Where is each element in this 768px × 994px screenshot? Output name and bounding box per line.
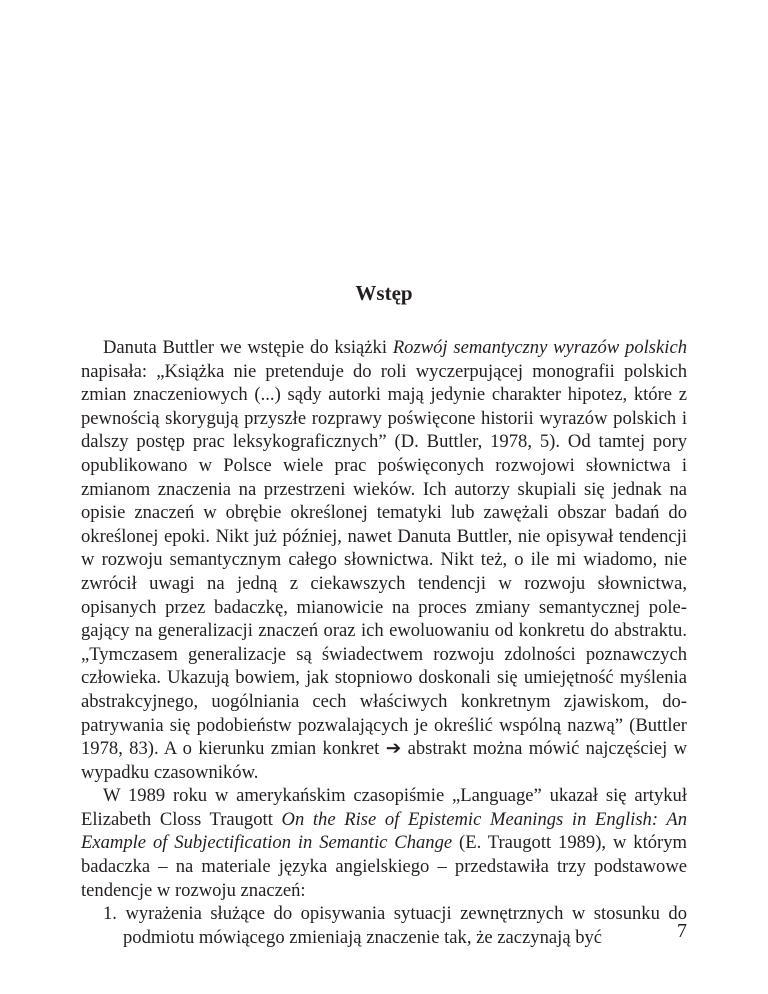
list-item: 1. wyrażenia służące do opisywania sytuacji zewnętrznych w stosunku do podmiotu mówiącego zmieniają znaczenie tak, że zaczynają być: [103, 903, 687, 948]
paragraph-2: [81, 784, 687, 902]
paragraph-2-text-1: W 1989 roku w amerykańskim czasopiśmie „Language” ukazał się artykuł Elizabeth Closs Traugott: [81, 785, 687, 830]
page-number: 7: [677, 920, 687, 942]
body-text: [81, 336, 687, 949]
right-arrow-icon: ➔: [385, 738, 402, 760]
paragraph-2-text-2: (E. Traugott 1989), w którym badaczka – na materiale języka angielskiego – przedstawiła trzy podstawowe tendencje w rozwoju znaczeń:: [81, 832, 687, 901]
paragraph-1: [81, 336, 687, 784]
paragraph-1-text-3: abstrakt można mówić najczęściej w wypadku czasowników.: [81, 738, 688, 783]
book-title-ref: Rozwój semantyczny wyrazów polskich: [392, 337, 687, 358]
paragraph-1-text-1: Danuta Buttler we wstępie do książki: [103, 337, 393, 358]
chapter-title: Wstęp: [355, 281, 413, 305]
article-title-ref: On the Rise of Epistemic Meanings in English: An Example of Subjectification in Semantic Change: [81, 808, 688, 854]
paragraph-1-text-2: napisała: „Książka nie pretenduje do roli wyczerpującej monografii polskich zmian znaczeniowych (...) sądy autorki mają jedynie charakter hipotez, które z pewnością skorygują przyszłe rozprawy poświęcone historii wyrazów polskich i dalszy postęp prac leksykograficznych” (D. Buttler, 1978, 5). Od tamtej pory opublikowano w Polsce wiele prac poświęconych rozwojowi słownictwa i zmianom znaczenia na przestrzeni wieków. Ich autorzy skupiali się jednak na opisie znaczeń w obrębie określonej tematyki lub zawężali obszar badań do określonej epoki. Nikt już później, nawet Danuta Buttler, nie opisywał tendencji w rozwoju semantycznym całego słownictwa. Nikt też, o ile mi wiadomo, nie zwrócił uwagi na jedną z ciekawszych tendencji w rozwoju słownictwa, opisanych przez badaczkę, mianowicie na proces zmiany semantycznej polegający na generalizacji znaczeń oraz ich ewoluowaniu od konkretu do abstraktu. „Tymczasem generalizacje są świadectwem rozwoju zdolności poznawczych człowieka. Ukazują bowiem, jak stopniowo doskonali się umiejętność myślenia abstrakcyjnego, uogólniania cech właściwych konkretnym zjawiskom, dopatrywania się podobieństw pozwalających je określić wspólną nazwą” (Buttler 1978, 83). A o kierunku zmian konkret: [81, 360, 687, 760]
tendency-list: [81, 902, 687, 949]
